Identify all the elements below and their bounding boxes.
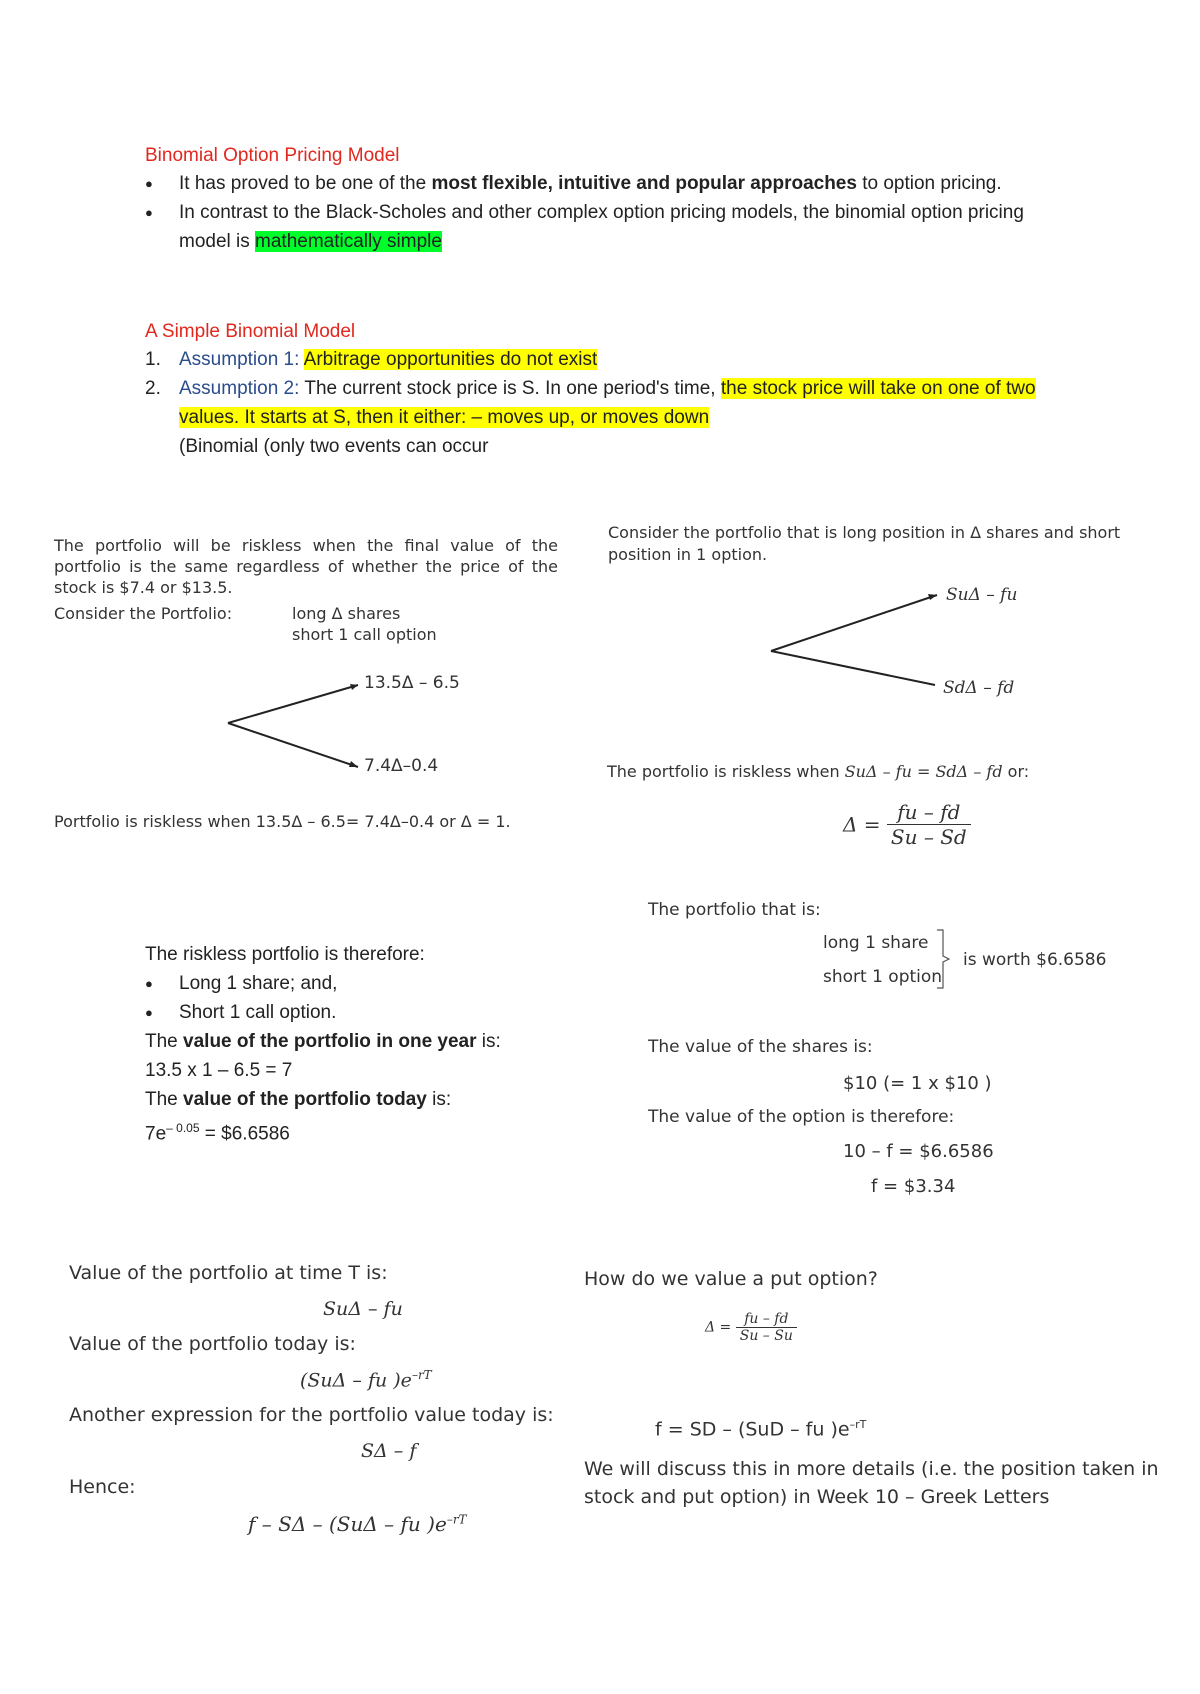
hence-expr: f – SΔ – (SuΔ – fu )$e^{-rT}$ <box>248 1512 467 1536</box>
option-equation: 10 – f = $6.6586 <box>843 1141 994 1162</box>
right-figure-paragraph: Consider the portfolio that is long position in Δ shares and short position in 1 option. <box>608 523 1121 564</box>
left-binomial-tree <box>220 675 370 775</box>
highlight-yellow: the stock price will take on one of two values. It starts at S, then it either: – moves up, or moves down <box>179 378 1036 428</box>
bullet-item: ● Long 1 share; and, <box>109 969 615 998</box>
left-figure <box>54 535 558 648</box>
section-simple-binomial <box>145 321 1065 461</box>
section-binomial-model <box>145 145 1065 256</box>
right-brace <box>935 928 953 990</box>
riskless-when: The portfolio is riskless when SuΔ – fu = SdΔ – fd or: <box>607 762 1030 781</box>
bullet-item: ● It has proved to be one of the most flexible, intuitive and popular approaches to option pricing. <box>109 169 1065 198</box>
value-today-expr: (SuΔ – fu )$e^{-rT}$ <box>300 1368 432 1392</box>
up-branch-line <box>771 595 937 651</box>
section-title: A Simple Binomial Model <box>145 321 356 342</box>
another-expr-label: Another expression for the portfolio value today is: <box>69 1404 554 1426</box>
right-binomial-tree <box>765 585 945 695</box>
list-item: 2. Assumption 2: The current stock price is S. In one period's time, the stock price will take on one of two values. It starts at S, then it either: – moves up, or moves down (Binomial (only two events can occur <box>145 378 1036 457</box>
portfolio-long: long 1 share <box>823 933 929 953</box>
hence-label: Hence: <box>69 1476 136 1498</box>
put-delta-formula: Δ = $\frac{fu - fd}{Su - Su}$ <box>705 1311 797 1344</box>
delta-formula: Δ = $\frac{fu - fd}{Su - Sd}$ <box>843 800 971 849</box>
section-title: Binomial Option Pricing Model <box>145 145 400 166</box>
value-at-T-expr: SuΔ – fu <box>323 1298 403 1320</box>
portfolio-short: short 1 option <box>823 967 943 987</box>
down-branch-line <box>228 723 358 767</box>
portfolio-def: Consider the Portfolio: long Δ shares short 1 call option <box>54 604 437 644</box>
another-expr: SΔ – f <box>361 1440 417 1462</box>
numbered-list <box>109 345 1065 461</box>
up-branch-label: 13.5Δ – 6.5 <box>364 673 460 693</box>
down-branch-label: 7.4Δ–0.4 <box>364 756 439 776</box>
bullet-list <box>109 969 615 1027</box>
option-label: The value of the option is therefore: <box>648 1107 955 1127</box>
arrowhead <box>350 684 358 690</box>
shares-value: $10 (= 1 x $10 ) <box>843 1073 992 1094</box>
arrowhead <box>349 761 358 767</box>
put-f-formula: f = SD – (SuD – fu )$e^{-rT}$ <box>655 1418 867 1441</box>
highlight-yellow: Arbitrage opportunities do not exist <box>303 349 598 370</box>
down-branch-line <box>771 651 935 685</box>
value-at-T-label: Value of the portfolio at time T is: <box>69 1262 388 1284</box>
week10-note: We will discuss this in more details (i.e. the position taken in stock and put option) in Week 10 – Greek Letters <box>584 1458 1159 1508</box>
put-option-question: How do we value a put option? <box>584 1268 878 1290</box>
riskless-portfolio-block: The riskless portfolio is therefore: ● Long 1 share; and, ● Short 1 call option. The value of the portfolio in one year is: 13.5 x 1 – 6.5 = 7 The value of the portfolio today is: $7e^{- 0.05}$ = $6.6586 <box>145 940 615 1148</box>
bullet-item: ● Short 1 call option. <box>109 998 615 1027</box>
figure-paragraph: The portfolio will be riskless when the final value of the portfolio is the same regardless of whether the price of the stock is $7.4 or $13.5. <box>54 536 558 597</box>
value-today-label: Value of the portfolio today is: <box>69 1333 356 1355</box>
down-branch-label: SdΔ – fd <box>943 678 1015 698</box>
list-item: 1. Assumption 1: Arbitrage opportunities do not exist <box>145 349 598 370</box>
up-branch-line <box>228 685 358 723</box>
bullet-item: ● In contrast to the Black-Scholes and other complex option pricing models, the binomial option pricing model is mathematically simple <box>109 198 1065 256</box>
riskless-condition: Portfolio is riskless when 13.5Δ – 6.5= 7.4Δ–0.4 or Δ = 1. <box>54 812 511 831</box>
bullet-list <box>109 169 1065 256</box>
arrowhead <box>928 594 937 600</box>
portfolio-intro: The portfolio that is: <box>648 900 821 920</box>
option-result: f = $3.34 <box>871 1176 956 1197</box>
portfolio-worth: is worth $6.6586 <box>963 950 1107 970</box>
highlight-green: mathematically simple <box>255 231 442 252</box>
up-branch-label: SuΔ – fu <box>946 585 1018 605</box>
shares-label: The value of the shares is: <box>648 1037 873 1057</box>
